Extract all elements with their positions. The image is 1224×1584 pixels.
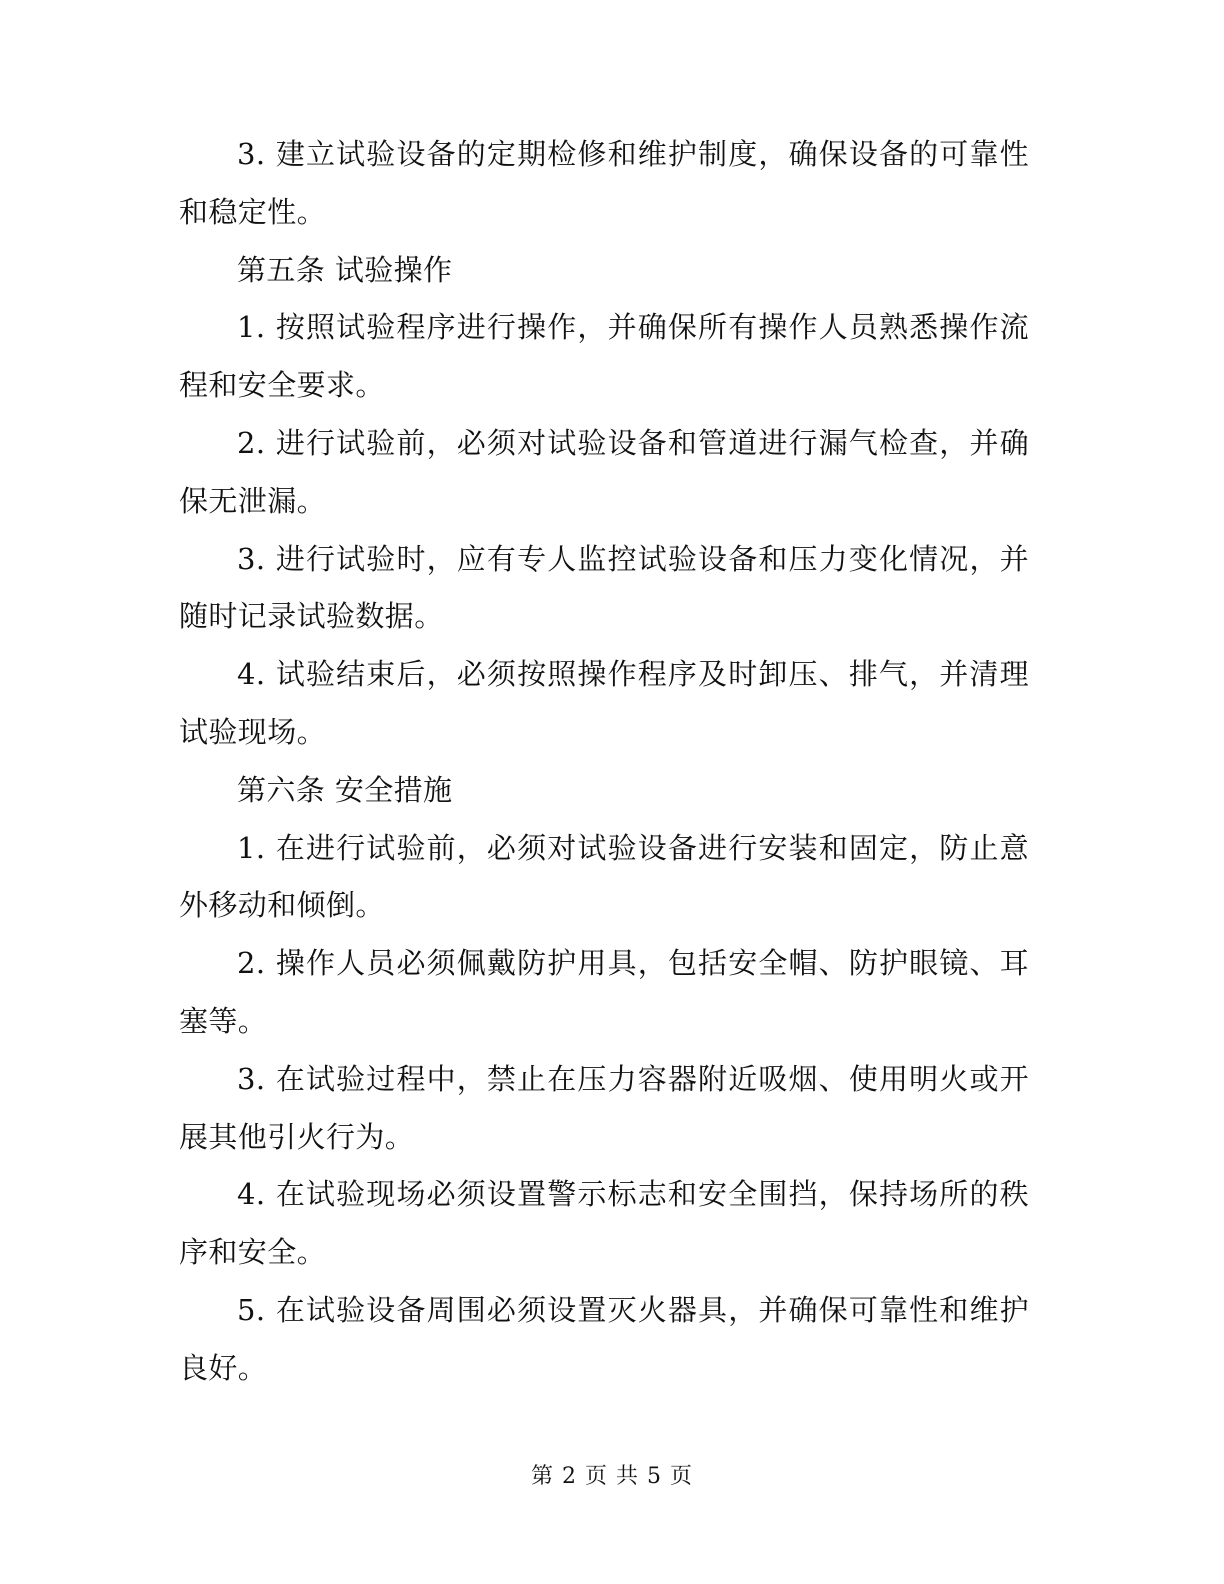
paragraph: 3. 在试验过程中，禁止在压力容器附近吸烟、使用明火或开展其他引火行为。 [179,1061,1029,1154]
paragraph: 3. 建立试验设备的定期检修和维护制度，确保设备的可靠性和稳定性。 [179,137,1029,229]
page-footer [0,1459,1224,1490]
page-number-label: 第 2 页 共 5 页 [531,1464,693,1489]
paragraph: 2. 操作人员必须佩戴防护用具，包括安全帽、防护眼镜、耳塞等。 [179,946,1029,1038]
paragraph: 1. 按照试验程序进行操作，并确保所有操作人员熟悉操作流程和安全要求。 [179,310,1029,403]
paragraph: 3. 进行试验时，应有专人监控试验设备和压力变化情况，并随时记录试验数据。 [179,541,1029,634]
paragraph: 1. 在进行试验前，必须对试验设备进行安装和固定，防止意外移动和倾倒。 [179,830,1029,923]
section-heading: 第六条 安全措施 [237,772,453,807]
paragraph: 4. 在试验现场必须设置警示标志和安全围挡，保持场所的秩序和安全。 [179,1177,1029,1270]
paragraph: 5. 在试验设备周围必须设置灭火器具，并确保可靠性和维护良好。 [179,1292,1029,1385]
section-heading: 第五条 试验操作 [237,252,453,287]
document-body [179,126,1029,1398]
paragraph: 2. 进行试验前，必须对试验设备和管道进行漏气检查，并确保无泄漏。 [179,425,1029,518]
paragraph: 4. 试验结束后，必须按照操作程序及时卸压、排气，并清理试验现场。 [179,657,1029,749]
